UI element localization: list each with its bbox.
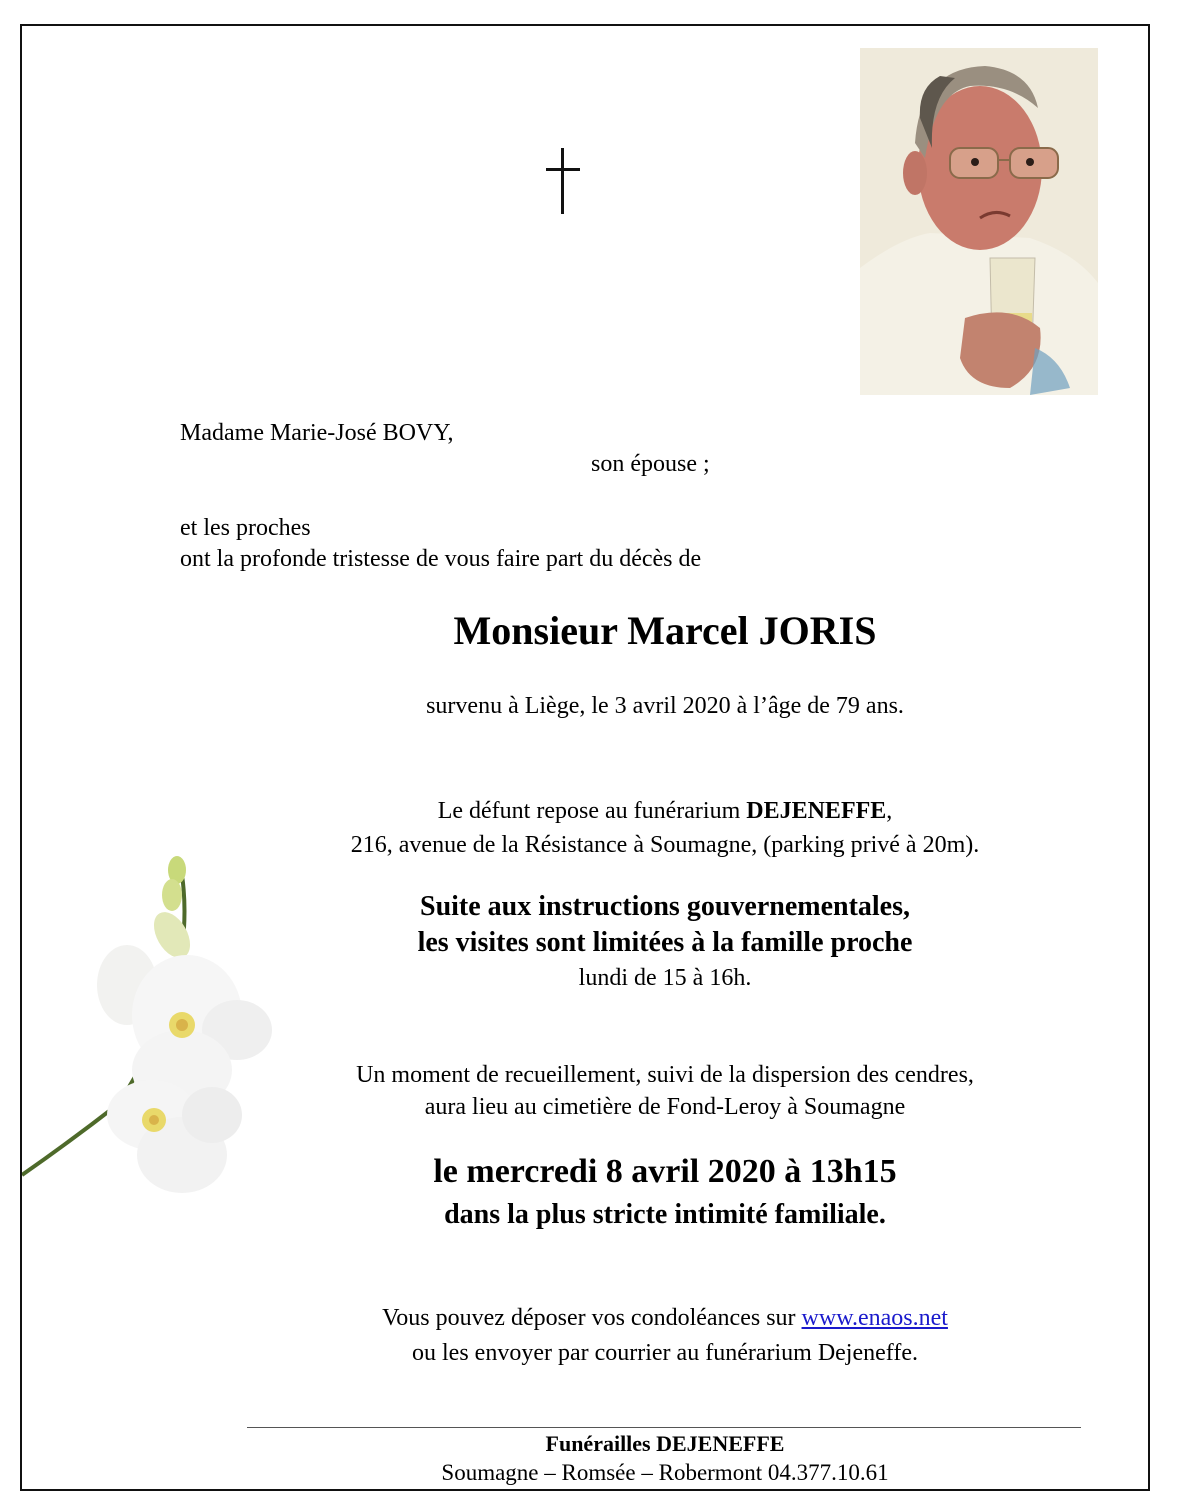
- ceremony-date: le mercredi 8 avril 2020 à 13h15: [433, 1153, 897, 1190]
- ceremony-line1: Un moment de recueillement, suivi de la dispersion des cendres,: [356, 1062, 974, 1088]
- visits-schedule: lundi de 15 à 16h.: [578, 965, 752, 991]
- spouse-relation: son épouse ;: [591, 451, 710, 477]
- deceased-name: Monsieur Marcel JORIS: [453, 608, 877, 653]
- ceremony-privacy: dans la plus stricte intimité familiale.: [444, 1199, 886, 1230]
- condolences-prefix: Vous pouvez déposer vos condoléances sur: [382, 1305, 802, 1331]
- rest-location-line1: [265, 794, 1065, 828]
- cross-horizontal-bar: [546, 168, 580, 171]
- visits-notice-line1: Suite aux instructions gouvernementales,: [420, 891, 910, 922]
- rest-prefix: Le défunt repose au funérarium: [437, 798, 747, 824]
- funeral-home-name: DEJENEFFE: [746, 798, 887, 824]
- portrait-photo-icon: [860, 48, 1098, 395]
- condolences-link[interactable]: www.enaos.net: [801, 1305, 948, 1331]
- condolences-line2: ou les envoyer par courrier au funérarium Dejeneffe.: [412, 1340, 918, 1366]
- rest-suffix: ,: [886, 798, 893, 824]
- condolences-line1: [265, 1301, 1065, 1335]
- relatives-text: et les proches: [180, 515, 311, 541]
- rest-address: 216, avenue de la Résistance à Soumagne, (parking privé à 20m).: [350, 832, 980, 858]
- death-info: survenu à Liège, le 3 avril 2020 à l’âge de 79 ans.: [426, 693, 904, 719]
- deceased-portrait-photo: [860, 48, 1098, 395]
- spouse-name: Madame Marie-José BOVY,: [180, 420, 454, 446]
- footer-title: Funérailles DEJENEFFE: [545, 1431, 785, 1456]
- announcement-text: ont la profonde tristesse de vous faire part du décès de: [180, 546, 702, 572]
- footer-contact: Soumagne – Romsée – Robermont 04.377.10.61: [441, 1460, 889, 1485]
- visits-notice-line2: les visites sont limitées à la famille proche: [417, 927, 913, 958]
- cross-vertical-bar: [561, 148, 564, 214]
- footer-separator: [247, 1427, 1081, 1428]
- ceremony-line2: aura lieu au cimetière de Fond-Leroy à Soumagne: [424, 1094, 906, 1120]
